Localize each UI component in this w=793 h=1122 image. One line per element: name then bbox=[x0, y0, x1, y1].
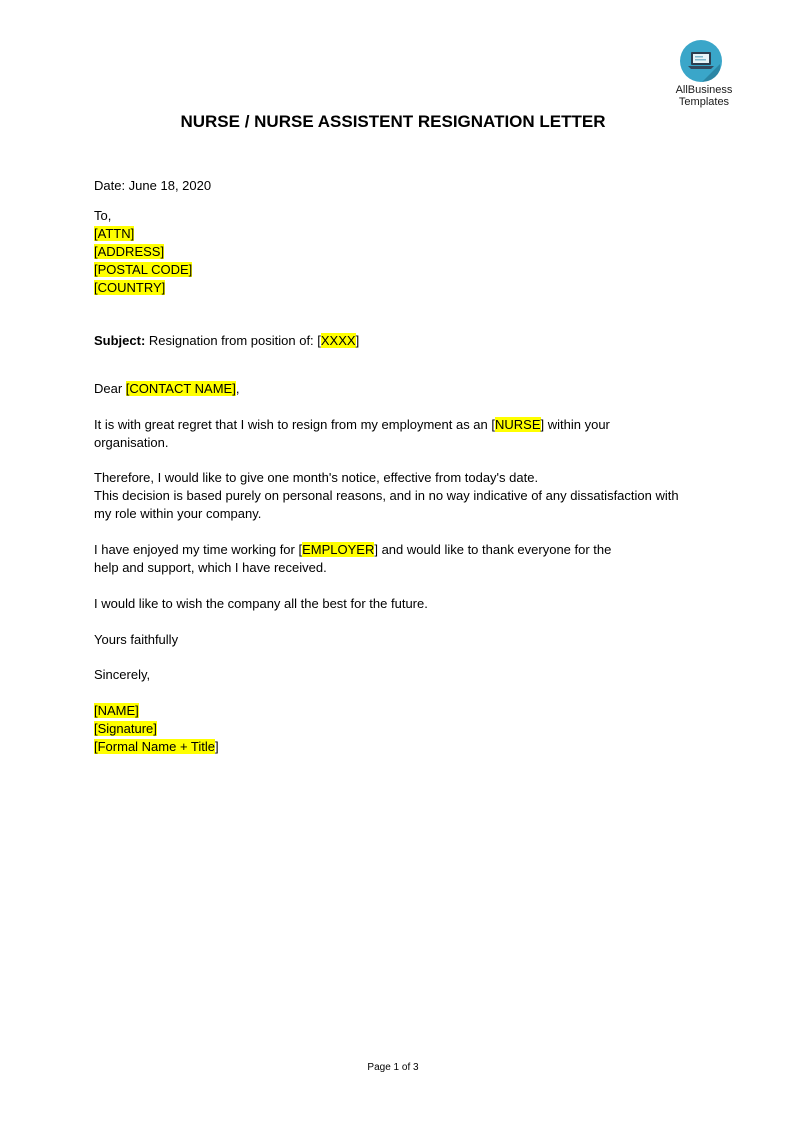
country-placeholder: [COUNTRY] bbox=[94, 280, 166, 295]
salutation-suffix: , bbox=[235, 381, 240, 396]
recipient-postal-code bbox=[94, 261, 192, 279]
signature-formal-name bbox=[94, 738, 219, 756]
paragraph-3-line-1 bbox=[94, 541, 611, 559]
recipient-attn bbox=[94, 225, 134, 243]
logo-text-line2: Templates bbox=[678, 96, 730, 108]
name-placeholder: [NAME] bbox=[94, 703, 139, 718]
paragraph-2-line-2: This decision is based purely on personal reasons, and in no way indicative of any dissatisfaction with bbox=[94, 488, 679, 503]
recipient-country bbox=[94, 279, 165, 297]
page-number-footer: Page 1 of 3 bbox=[367, 1062, 419, 1073]
paragraph-3-line-2: help and support, which I have received. bbox=[94, 560, 327, 575]
signature-placeholder: [Signature] bbox=[94, 721, 157, 736]
position-placeholder: XXXX bbox=[320, 333, 356, 348]
employer-placeholder: EMPLOYER bbox=[302, 542, 375, 557]
subject-close: ] bbox=[355, 333, 360, 348]
subject-line bbox=[94, 332, 359, 350]
to-label: To, bbox=[94, 208, 112, 223]
salutation-prefix: Dear bbox=[94, 381, 126, 396]
paragraph-2-line-3: my role within your company. bbox=[94, 506, 262, 521]
subject-text: Resignation from position of: [ bbox=[145, 333, 321, 348]
recipient-address bbox=[94, 243, 164, 261]
postal-code-placeholder: [POSTAL CODE] bbox=[94, 262, 193, 277]
letter-title: NURSE / NURSE ASSISTENT RESIGNATION LETTER bbox=[180, 112, 606, 131]
p1-suffix: ] within your bbox=[540, 417, 610, 432]
p3-prefix: I have enjoyed my time working for [ bbox=[94, 542, 303, 557]
salutation bbox=[94, 380, 239, 398]
nurse-placeholder: NURSE bbox=[495, 417, 541, 432]
logo-badge bbox=[680, 40, 722, 82]
address-placeholder: [ADDRESS] bbox=[94, 244, 165, 259]
p1-prefix: It is with great regret that I wish to resign from my employment as an [ bbox=[94, 417, 495, 432]
date-line: Date: June 18, 2020 bbox=[94, 178, 212, 193]
paragraph-1-line-1 bbox=[94, 416, 610, 434]
company-logo bbox=[668, 40, 740, 110]
contact-name-placeholder: [CONTACT NAME] bbox=[125, 381, 236, 396]
logo-text-line1: AllBusiness bbox=[675, 84, 733, 96]
attn-placeholder: [ATTN] bbox=[94, 226, 135, 241]
closing-sincerely: Sincerely, bbox=[94, 667, 151, 682]
p3-suffix: ] and would like to thank everyone for the bbox=[374, 542, 612, 557]
paragraph-4: I would like to wish the company all the best for the future. bbox=[94, 596, 428, 611]
paragraph-2-line-1: Therefore, I would like to give one month's notice, effective from today's date. bbox=[94, 470, 539, 485]
laptop-icon bbox=[680, 40, 722, 82]
subject-label: Subject: bbox=[94, 333, 146, 348]
signature-name bbox=[94, 702, 139, 720]
formal-name-close: ] bbox=[215, 739, 219, 754]
formal-name-placeholder: [Formal Name + Title bbox=[94, 739, 216, 754]
closing-yours-faithfully: Yours faithfully bbox=[94, 632, 179, 647]
paragraph-1-line-2: organisation. bbox=[94, 435, 169, 450]
signature-line bbox=[94, 720, 157, 738]
